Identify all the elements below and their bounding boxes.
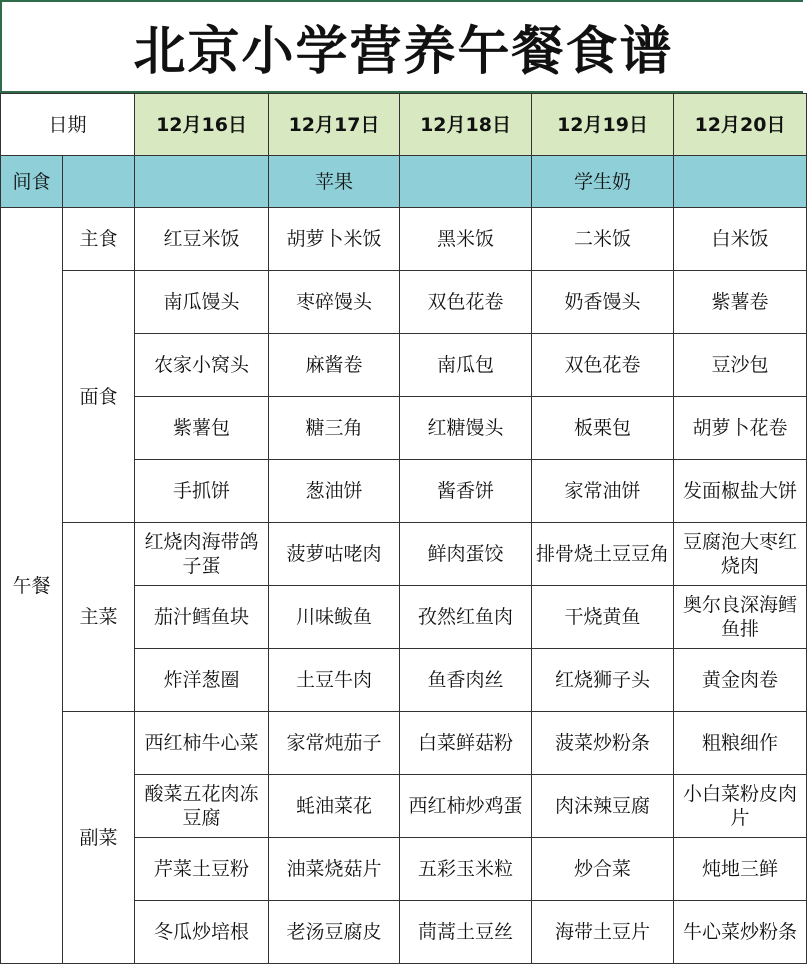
- dish-cell: 酱香饼: [400, 460, 532, 523]
- dish-cell: 白菜鲜菇粉: [400, 712, 532, 775]
- dish-cell: 奶香馒头: [532, 271, 674, 334]
- dish-cell: 发面椒盐大饼: [674, 460, 807, 523]
- dish-cell: 南瓜包: [400, 334, 532, 397]
- dish-cell: 老汤豆腐皮: [269, 901, 400, 964]
- dish-cell: 茄汁鳕鱼块: [135, 586, 269, 649]
- dish-cell: 家常炖茄子: [269, 712, 400, 775]
- dish-cell: 海带土豆片: [532, 901, 674, 964]
- dish-cell: 菠菜炒粉条: [532, 712, 674, 775]
- dish-cell: 紫薯包: [135, 397, 269, 460]
- dish-cell: 炖地三鲜: [674, 838, 807, 901]
- category-label: 主食: [63, 208, 135, 271]
- dish-cell: 双色花卷: [400, 271, 532, 334]
- dish-cell: 芹菜土豆粉: [135, 838, 269, 901]
- dish-cell: 炒合菜: [532, 838, 674, 901]
- dish-cell: 西红柿炒鸡蛋: [400, 775, 532, 838]
- dish-cell: 胡萝卜米饭: [269, 208, 400, 271]
- lunch-row: [1, 712, 807, 775]
- dish-cell: 糖三角: [269, 397, 400, 460]
- meal-label: 午餐: [1, 208, 63, 964]
- dish-cell: 白米饭: [674, 208, 807, 271]
- dish-cell: 二米饭: [532, 208, 674, 271]
- page-title: 北京小学营养午餐食谱: [133, 22, 674, 82]
- dish-cell: 豆沙包: [674, 334, 807, 397]
- dish-cell: 红糖馒头: [400, 397, 532, 460]
- dish-cell: 葱油饼: [269, 460, 400, 523]
- dish-cell: 冬瓜炒培根: [135, 901, 269, 964]
- dish-cell: 紫薯卷: [674, 271, 807, 334]
- dish-cell: 家常油饼: [532, 460, 674, 523]
- dish-cell: 奥尔良深海鳕鱼排: [674, 586, 807, 649]
- snack-cell: [135, 156, 269, 208]
- dish-cell: 粗粮细作: [674, 712, 807, 775]
- snack-label: 间食: [1, 156, 63, 208]
- lunch-row: [1, 271, 807, 334]
- dish-cell: 红烧肉海带鸽子蛋: [135, 523, 269, 586]
- dish-cell: 双色花卷: [532, 334, 674, 397]
- dish-cell: 炸洋葱圈: [135, 649, 269, 712]
- dish-cell: 红烧狮子头: [532, 649, 674, 712]
- dish-cell: 红豆米饭: [135, 208, 269, 271]
- dish-cell: 油菜烧菇片: [269, 838, 400, 901]
- dish-cell: 黄金肉卷: [674, 649, 807, 712]
- category-label: 主菜: [63, 523, 135, 712]
- dish-cell: 菠萝咕咾肉: [269, 523, 400, 586]
- dish-cell: 农家小窝头: [135, 334, 269, 397]
- date-label: 日期: [1, 94, 135, 156]
- snack-cell: [674, 156, 807, 208]
- date-header: 12月18日: [400, 94, 532, 156]
- dish-cell: 豆腐泡大枣红烧肉: [674, 523, 807, 586]
- dish-cell: 五彩玉米粒: [400, 838, 532, 901]
- dish-cell: 板栗包: [532, 397, 674, 460]
- header-row: [1, 94, 807, 156]
- dish-cell: 枣碎馒头: [269, 271, 400, 334]
- dish-cell: 西红柿牛心菜: [135, 712, 269, 775]
- snack-cell: [400, 156, 532, 208]
- lunch-row: [1, 523, 807, 586]
- date-header: 12月20日: [674, 94, 807, 156]
- dish-cell: 肉沫辣豆腐: [532, 775, 674, 838]
- category-label: 面食: [63, 271, 135, 523]
- date-header: 12月16日: [135, 94, 269, 156]
- lunch-row: [1, 208, 807, 271]
- dish-cell: 牛心菜炒粉条: [674, 901, 807, 964]
- dish-cell: 手抓饼: [135, 460, 269, 523]
- dish-cell: 茼蒿土豆丝: [400, 901, 532, 964]
- dish-cell: 鱼香肉丝: [400, 649, 532, 712]
- category-label: 副菜: [63, 712, 135, 964]
- snack-spacer: [63, 156, 135, 208]
- snack-row: [1, 156, 807, 208]
- dish-cell: 土豆牛肉: [269, 649, 400, 712]
- dish-cell: 孜然红鱼肉: [400, 586, 532, 649]
- dish-cell: 胡萝卜花卷: [674, 397, 807, 460]
- snack-cell: 苹果: [269, 156, 400, 208]
- dish-cell: 酸菜五花肉冻豆腐: [135, 775, 269, 838]
- dish-cell: 黑米饭: [400, 208, 532, 271]
- dish-cell: 小白菜粉皮肉片: [674, 775, 807, 838]
- menu-table: [0, 93, 807, 964]
- dish-cell: 干烧黄鱼: [532, 586, 674, 649]
- dish-cell: 川味鲅鱼: [269, 586, 400, 649]
- dish-cell: 排骨烧土豆豆角: [532, 523, 674, 586]
- dish-cell: 蚝油菜花: [269, 775, 400, 838]
- date-header: 12月19日: [532, 94, 674, 156]
- dish-cell: 麻酱卷: [269, 334, 400, 397]
- snack-cell: 学生奶: [532, 156, 674, 208]
- dish-cell: 南瓜馒头: [135, 271, 269, 334]
- date-header: 12月17日: [269, 94, 400, 156]
- dish-cell: 鲜肉蛋饺: [400, 523, 532, 586]
